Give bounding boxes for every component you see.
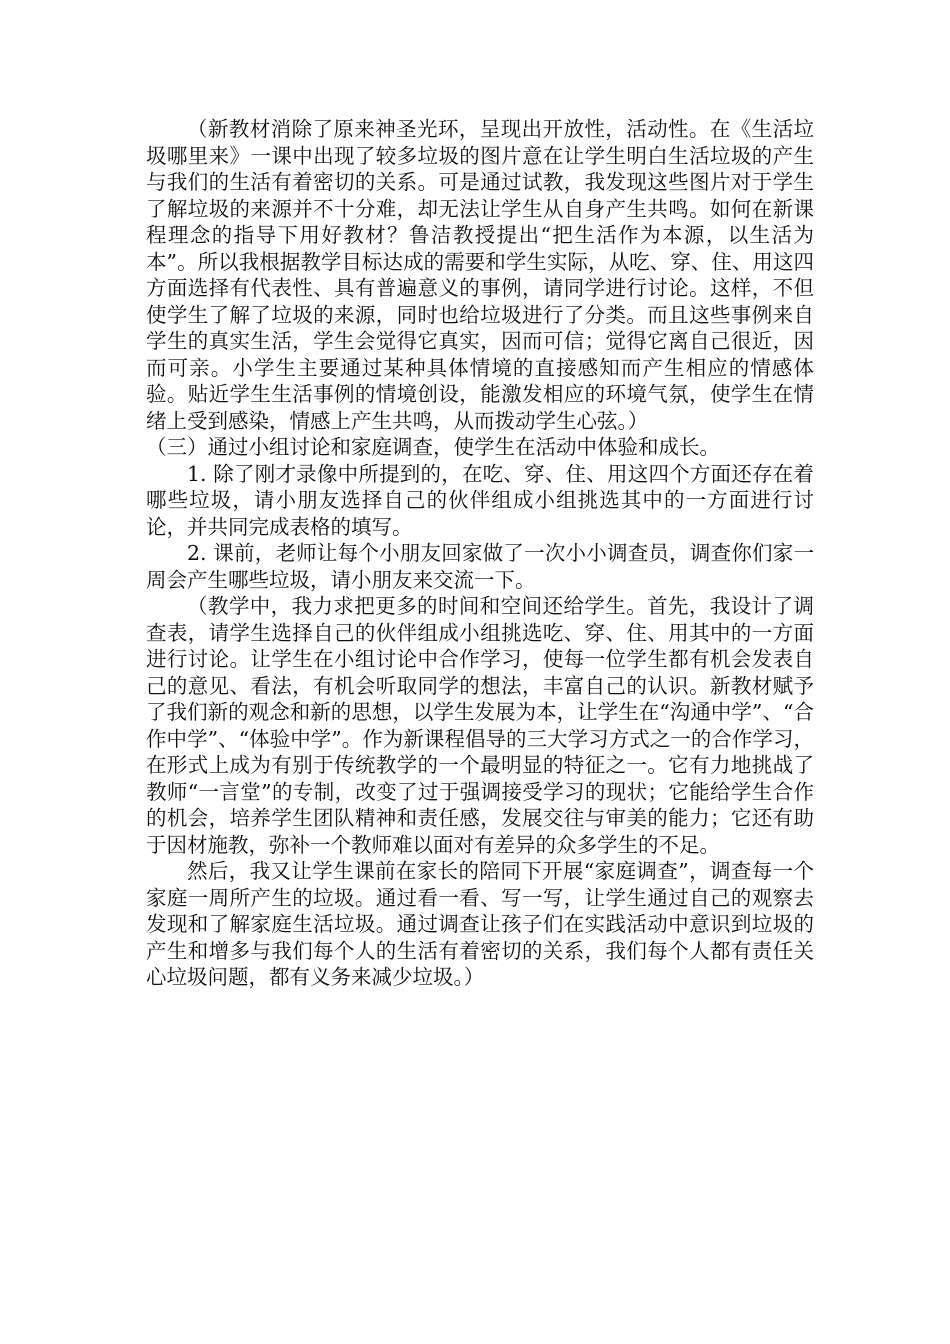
paragraph-teaching-reflection: （教学中，我力求把更多的时间和空间还给学生。首先，我设计了调查表，请学生选择自己的伙伴组成小组挑选吃、穿、住、用其中的一方面进行讨论。让学生在小组讨论中合作学习，使每一位学生都有机会发表自己的意见、看法，有机会听取同学的想法，丰富自己的认识。新教材赋予了我们新的观念和新的思想，以学生发展为本，让学生在“沟通中学”、“合作中学”、“体验中学”。作为新课程倡导的三大学习方式之一的合作学习，在形式上成为有别于传统教学的一个最明显的特征之一。它有力地挑战了教师“一言堂”的专制，改变了过于强调接受学习的现状；它能给学生合作的机会，培养学生团队精神和责任感，发展交往与审美的能力；它还有助于因材施教，弥补一个教师难以面对有差异的众多学生的不足。 <box>146 594 814 857</box>
paragraph-step-2: 2. 课前，老师让每个小朋友回家做了一次小小调查员，调查你们家一周会产生哪些垃圾，请小朋友来交流一下。 <box>146 541 814 592</box>
document-body <box>146 116 814 991</box>
paragraph-step-1: 1. 除了刚才录像中所提到的，在吃、穿、住、用这四个方面还存在着哪些垃圾，请小朋友选择自己的伙伴组成小组挑选其中的一方面进行讨论，并共同完成表格的填写。 <box>146 461 814 539</box>
paragraph-textbook-reflection: （新教材消除了原来神圣光环，呈现出开放性，活动性。在《生活垃圾哪里来》一课中出现了较多垃圾的图片意在让学生明白生活垃圾的产生与我们的生活有着密切的关系。可是通过试教，我发现这些图片对于学生了解垃圾的来源并不十分难，却无法让学生从自身产生共鸣。如何在新课程理念的指导下用好教材？鲁洁教授提出“把生活作为本源，以生活为本”。所以我根据教学目标达成的需要和学生实际，从吃、穿、住、用这四方面选择有代表性、具有普遍意义的事例，请同学进行讨论。这样，不但使学生了解了垃圾的来源，同时也给垃圾进行了分类。而且这些事例来自学生的真实生活，学生会觉得它真实，因而可信；觉得它离自己很近，因而可亲。小学生主要通过某种具体情境的直接感知而产生相应的情感体验。贴近学生生活事例的情境创设，能激发相应的环境气氛，使学生在情绪上受到感染，情感上产生共鸣，从而拨动学生心弦。） <box>146 117 814 433</box>
paragraph-family-survey: 然后，我又让学生课前在家长的陪同下开展“家庭调查”，调查每一个家庭一周所产生的垃圾。通过看一看、写一写，让学生通过自己的观察去发现和了解家庭生活垃圾。通过调查让孩子们在实践活动中意识到垃圾的产生和增多与我们每个人的生活有着密切的关系，我们每个人都有责任关心垃圾问题，都有义务来减少垃圾。） <box>146 859 814 989</box>
section-heading-group-discussion: （三）通过小组讨论和家庭调查，使学生在活动中体验和成长。 <box>146 435 720 459</box>
